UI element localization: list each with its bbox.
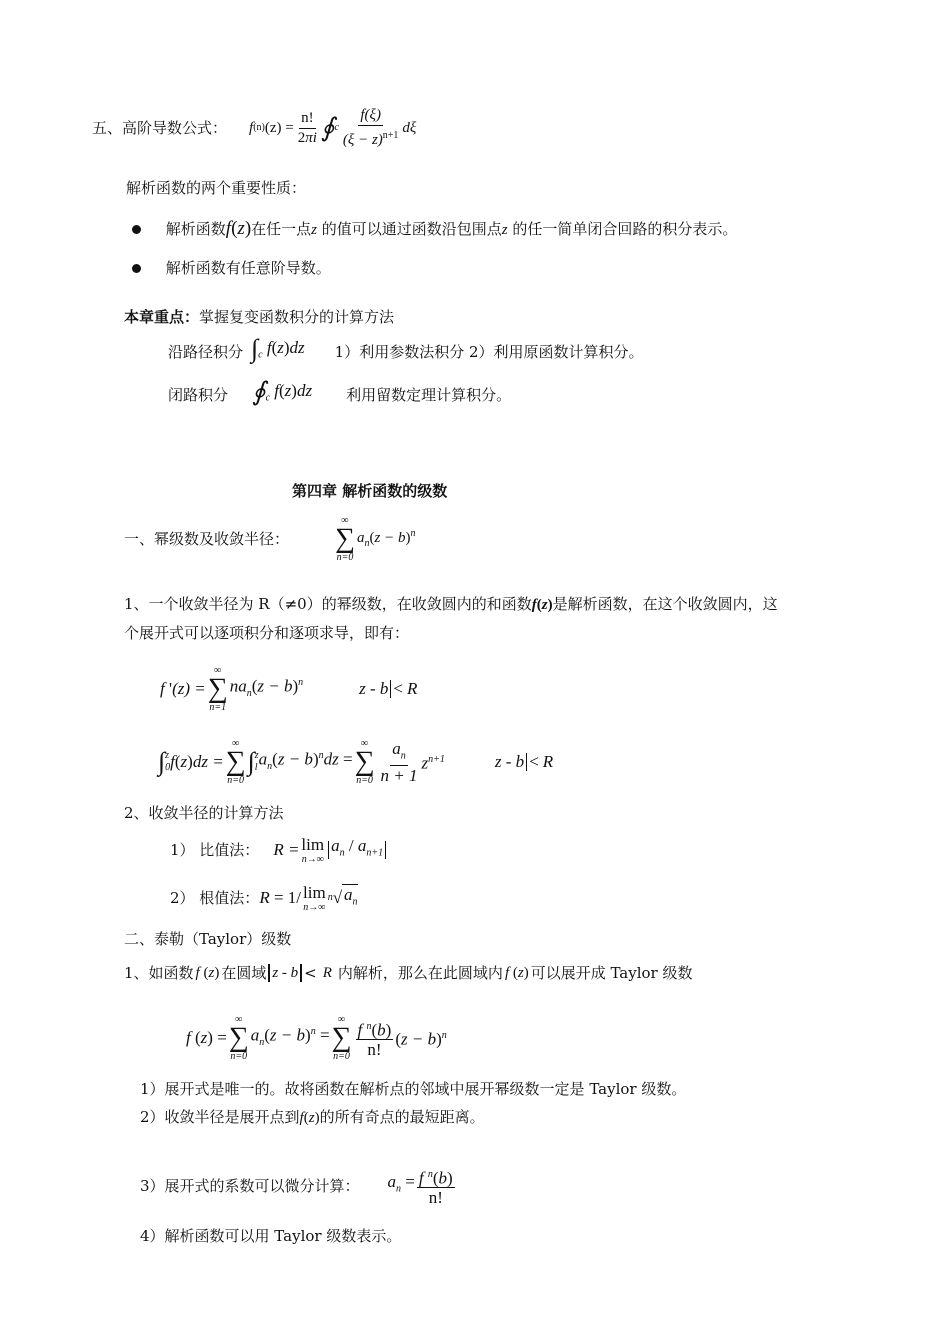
taylor-text-d: 可以展开成 Taylor 级数 [530,964,693,982]
note-1: 1）展开式是唯一的。故将函数在解析点的邻域中展开幂级数一定是 Taylor 级数。 [140,1080,687,1098]
closed-integral-label: 闭路积分 [168,386,229,404]
math-fz: f(z) [225,218,252,239]
section5-label: 五、高阶导数公式： [92,119,228,137]
note3-text: 3）展开式的系数可以微分计算： [140,1177,360,1195]
math-fz-note: f(z) [299,1110,320,1126]
ratio-test-line [170,832,388,868]
power-series-line [124,514,415,564]
bullet1-text-b: 在任一点 [251,220,312,238]
root-test-line [170,880,358,916]
taylor-series-formula: f (z) = ∞ ∑ n=0 $a_n(z - b)^n$ = ∞ ∑ n=0 $\frac{f ^n(b)}{n!}$ $(z - b)^n$ [186,1014,447,1062]
math-fz-taylor: f (z) [195,965,220,981]
power-series-label: 一、幂级数及收敛半径： [124,530,290,548]
ratio-test-label: 1） 比值法： [170,841,260,859]
note2-text-b: 的所有奇点的最短距离。 [319,1108,485,1126]
chapter4-title: 第四章 解析函数的级数 [292,482,448,500]
note-4: 4）解析函数可以用 Taylor 级数表示。 [140,1227,402,1245]
math-z2: z [501,222,508,238]
taylor-section-title: 二、泰勒（Taylor）级数 [124,930,292,948]
path-integral-line [168,333,644,371]
math-fz-sum: f(z) [531,597,553,613]
note-2 [140,1107,485,1128]
note-3-line [140,1158,457,1214]
higher-derivative-formula: f (n) (z) = $\frac{n!}{2\pi i}$ ∮ c $\frac{f(\xi)}{(\xi - z)^{n+1}}$ dξ [249,107,417,148]
taylor-coefficient-formula: $a_n$ = $\frac{f ^n(b)}{n!}$ [388,1165,457,1208]
path-integral-formula: $\int_c$ f(z)dz [251,334,305,364]
bullet2-text: 解析函数有任意阶导数。 [165,259,331,277]
properties-title: 解析函数的两个重要性质： [126,179,307,197]
bullet-icon [132,264,141,273]
path-integral-label: 沿路径积分 [168,343,244,361]
integral-series: ∫ z 0 f(z)dz = ∞ ∑ n=0 ∫ z l $a_n(z - b)^ndz$ = ∞ ∑ n=0 $\frac{a_n}{n + 1}$ $z^{n+1}$ z - b < R [158,738,554,786]
math-domain: z - b [272,965,299,981]
derivative-series: f '(z) = ∞ ∑ n=1 $na_n(z - b)^n$ z - b < R [160,665,418,713]
bullet1-text-d: 的任一简单闭合回路的积分表示。 [507,220,738,238]
focus-text: 掌握复变函数积分的计算方法 [199,308,395,326]
paragraph1-line1 [124,594,778,615]
chapter-focus [124,307,394,327]
closed-integral-line [168,376,511,414]
root-test-label: 2） 根值法： [170,889,260,907]
taylor-text-a: 1、如函数 [124,964,194,982]
math-fz-taylor2: f (z) [504,965,529,981]
taylor-text-b: 在圆域 [221,964,267,982]
power-series-formula: ∞ ∑ n=0 $a_n(z - b)^n$ [335,515,416,563]
bullet1-text-c: 的值可以通过函数沿包围点 [317,220,502,238]
p1-text-a: 1、一个收敛半径为 R（≠0）的幂级数，在收敛圆内的和函数 [124,595,532,613]
taylor-intro: 1、如函数 f (z) 在圆域 z - b < R 内解析，那么在此圆域内 f (z) 可以展开成 Taylor 级数 [124,964,693,982]
focus-label: 本章重点： [124,308,200,326]
bullet1-text-a: 解析函数 [165,220,226,238]
ratio-test-formula: R = lim n→∞ $a_n / a_{n+1}$ [273,836,388,865]
note2-text-a: 2）收敛半径是展开点到 [140,1108,300,1126]
closed-integral-method: 利用留数定理计算积分。 [346,386,512,404]
property-bullet-2 [132,258,331,278]
paragraph1-line2: 个展开式可以逐项积分和逐项求导，即有： [124,624,410,642]
radius-methods-title: 2、收敛半径的计算方法 [124,804,284,822]
root-test-formula: R = 1/ lim n→∞ n √ $a_n$ [259,882,358,913]
bullet-icon [132,225,141,234]
property-bullet-1 [132,219,737,240]
closed-integral-formula: $∮_c$ f(z)dz [252,377,313,407]
math-z: z [311,222,317,238]
path-integral-methods: 1）利用参数法积分 2）利用原函数计算积分。 [334,343,644,361]
p1-text-b: 是解析函数，在这个收敛圆内，这 [552,595,778,613]
taylor-text-c: 内解析，那么在此圆域内 [337,964,503,982]
section5-line [92,103,416,153]
